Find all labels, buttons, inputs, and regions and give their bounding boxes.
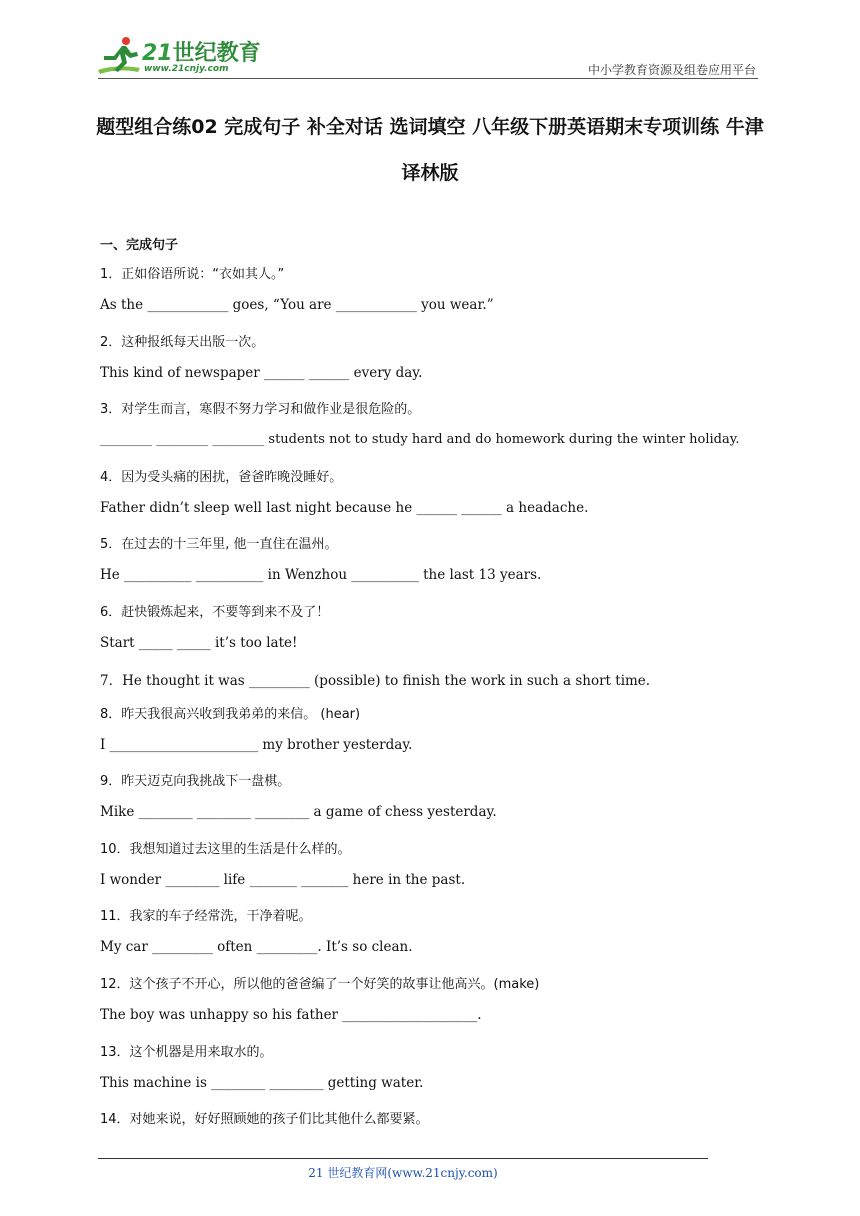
question-13-cn: 13．这个机器是用来取水的。 (100, 1045, 273, 1060)
section-title: 一、完成句子 (100, 238, 179, 253)
question-5-cn: 5．在过去的十三年里, 他一直住在温州。 (100, 537, 338, 552)
header-divider (98, 78, 758, 79)
question-14-cn: 14．对她来说，好好照顾她的孩子们比其他什么都要紧。 (100, 1112, 429, 1127)
question-12-en: The boy was unhappy so his father ____________________. (100, 1007, 482, 1023)
question-10-en: I wonder ________ life _______ _______ here in the past. (100, 872, 466, 888)
question-7-en: 7．He thought it was _________ (possible) to finish the work in such a short time. (100, 673, 651, 689)
question-10-cn: 10．我想知道过去这里的生活是什么样的。 (100, 842, 351, 857)
question-12-cn: 12．这个孩子不开心，所以他的爸爸编了一个好笑的故事让他高兴。(make) (100, 977, 540, 992)
question-1-cn: 1．正如俗语所说：“衣如其人。” (100, 267, 285, 282)
question-6-en: Start _____ _____ it’s too late! (100, 635, 298, 651)
page-header (0, 0, 860, 80)
question-13-en: This machine is ________ ________ getting water. (100, 1075, 424, 1091)
question-4-en: Father didn’t sleep well last night because he ______ ______ a headache. (100, 500, 589, 516)
question-2-cn: 2．这种报纸每天出版一次。 (100, 335, 265, 350)
question-3-cn: 3．对学生而言，寒假不努力学习和做作业是很危险的。 (100, 402, 421, 417)
question-11-cn: 11．我家的车子经常洗，干净着呢。 (100, 909, 312, 924)
header-platform-text: 中小学教育资源及组卷应用平台 (587, 63, 756, 77)
question-5-en: He __________ __________ in Wenzhou __________ the last 13 years. (100, 567, 542, 583)
footer-divider (98, 1158, 708, 1159)
logo-wordmark: 21世纪教育 (142, 41, 261, 66)
question-9-en: Mike ________ ________ ________ a game of chess yesterday. (100, 804, 497, 820)
question-9-cn: 9．昨天迈克向我挑战下一盘棋。 (100, 774, 291, 789)
question-8-cn: 8．昨天我很高兴收到我弟弟的来信。 (hear) (100, 707, 361, 722)
question-8-en: I ______________________ my brother yesterday. (100, 737, 413, 753)
site-logo (96, 34, 266, 80)
question-6-cn: 6．赶快锻炼起来，不要等到来不及了！ (100, 605, 330, 620)
question-3-en: ________ ________ ________ students not to study hard and do homework during the winter holiday. (100, 432, 740, 447)
logo-url: www.21cnjy.com (144, 64, 229, 74)
page-footer: 21 世纪教育网(www.21cnjy.com) (308, 1166, 498, 1180)
question-11-en: My car _________ often _________. It’s so clean. (100, 939, 413, 955)
document-title: 题型组合练02 完成句子 补全对话 选词填空 八年级下册英语期末专项训练 牛津译林版 (96, 116, 764, 184)
question-1-en: As the ____________ goes, “You are ____________ you wear.” (100, 297, 494, 313)
question-4-cn: 4．因为受头痛的困扰，爸爸昨晚没睡好。 (100, 470, 343, 485)
runner-logo-icon (96, 34, 146, 78)
question-2-en: This kind of newspaper ______ ______ every day. (100, 365, 423, 381)
